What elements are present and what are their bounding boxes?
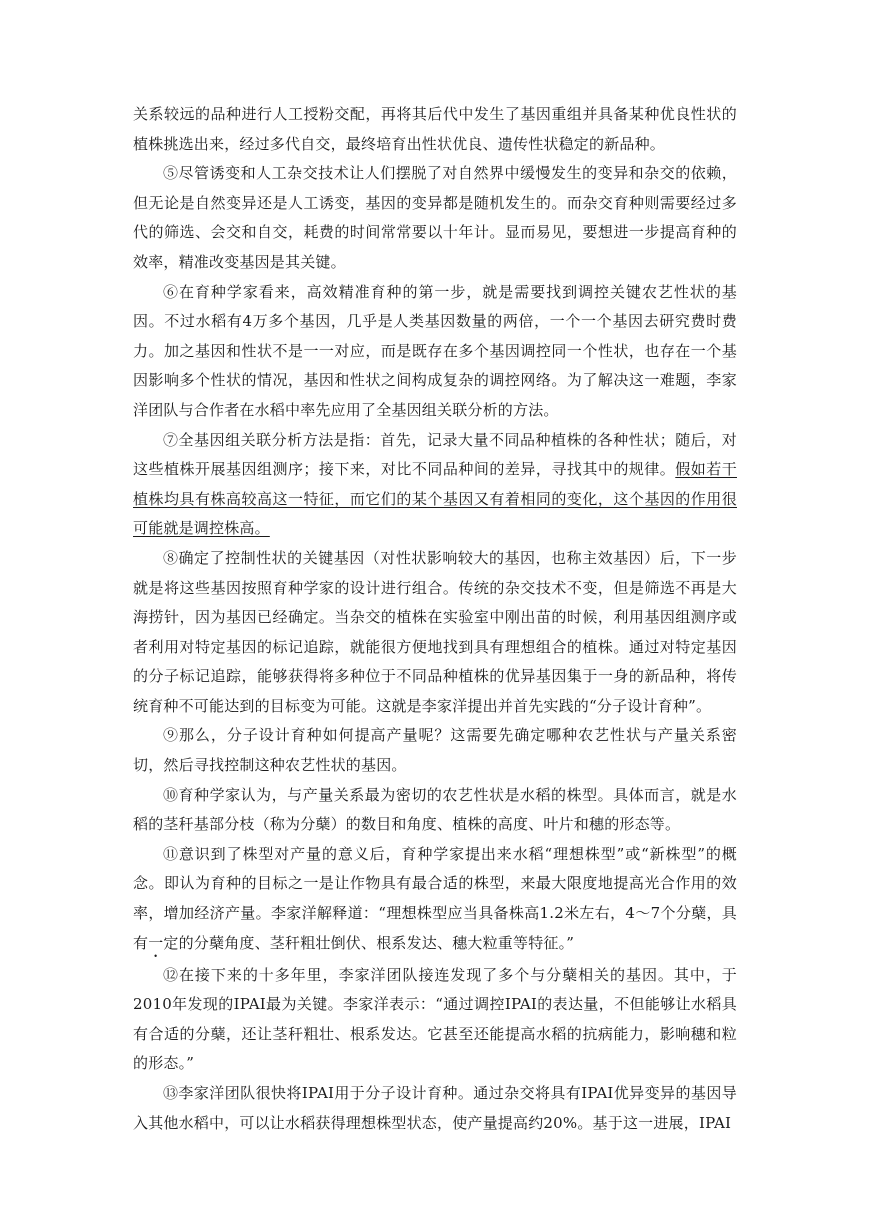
paragraph-12: ⑫在接下来的十多年里，李家洋团队接连发现了多个与分蘖相关的基因。其中，于2010年发现的IPAI最为关键。李家洋表示：“通过调控IPAI的表达量，不但能够让水稻具有合适的分蘖，还让茎秆粗壮、根系发达。它甚至还能提高水稻的抗病能力，影响穗和粒的形态。” [133,965,737,1073]
article-body [133,100,737,1138]
paragraph-7 [133,426,737,544]
paragraph-13: ⑬李家洋团队很快将IPAI用于分子设计育种。通过杂交将具有IPAI优异变异的基因导入其他水稻中，可以让水稻获得理想株型状态，使产量提高约20%。基于这一进展，IPAI [133,1084,737,1132]
paragraph-7-text: ⑦全基因组关联分析方法是指：首先，记录大量不同品种植株的各种性状；随后，对这些植株开展基因组测序；接下来，对比不同品种间的差异，寻找其中的规律。 [133,430,737,479]
paragraph-7-underlined-sentence: 假如若干植株均具有株高较高这一特征，而它们的某个基因又有着相同的变化，这个基因的作用很可能就是调控株高。 [133,460,737,538]
paragraph-10: ⑩育种学家认为，与产量关系最为密切的农艺性状是水稻的株型。具体而言，就是水稻的茎秆基部分枝（称为分蘖）的数目和角度、植株的高度、叶片和穗的形态等。 [133,785,737,834]
paragraph-11-text-a: ⑪意识到了株型对产量的意义后，育种学家提出来水稻“理想株型”或“新株型”的概念。即认为育种的目标之一是让作物具有最合适的株型，来最大限度地提高光合作用的效率，增加经济产量。李家洋解释道：“理想株型应当具备株高1.2米左右，4～7个分蘖，具有 [133,844,737,952]
paragraph-8: ⑧确定了控制性状的关键基因（对性状影响较大的基因，也称主效基因）后，下一步就是将这些基因按照育种学家的设计进行组合。传统的杂交技术不变，但是筛选不再是大海捞针，因为基因已经确定。当杂交的植株在实验室中刚出苗的时候，利用基因组测序或者利用对特定基因的标记追踪，就能很方便地找到具有理想组合的植株。通过对特定基因的分子标记追踪，能够获得将多种位于不同品种植株的优异基因集于一身的新品种，将传统育种不可能达到的目标变为可能。这就是李家洋提出并首先实践的“分子设计育种”。 [133,548,737,715]
paragraph-9: ⑨那么，分子设计育种如何提高产量呢？这需要先确定哪种农艺性状与产量关系密切，然后寻找控制这种农艺性状的基因。 [133,726,737,775]
paragraph-11 [133,840,737,961]
paragraph-11-text-b: 定的分蘖角度、茎秆粗壮倒伏、根系发达、穗大粒重等特征。” [163,933,575,952]
paragraph-5: ⑤尽管诱变和人工杂交技术让人们摆脱了对自然界中缓慢发生的变异和杂交的依赖，但无论是自然变异还是人工诱变，基因的变异都是随机发生的。而杂交育种则需要经过多代的筛选、会交和自交，耗费的时间常常要以十年计。显而易见，要想进一步提高育种的效率，精准改变基因是其关键。 [133,164,737,271]
paragraph-continuation: 关系较远的品种进行人工授粉交配，再将其后代中发生了基因重组并具备某种优良性状的植株挑选出来，经过多代自交，最终培育出性状优良、遗传性状稳定的新品种。 [133,105,737,153]
emphasis-dot-char: 一 [148,933,164,952]
paragraph-6: ⑥在育种学家看来，高效精准育种的第一步，就是需要找到调控关键农艺性状的基因。不过水稻有4万多个基因，几乎是人类基因数量的两倍，一个一个基因去研究费时费力。加之基因和性状不是一一对应，而是既存在多个基因调控同一个性状，也存在一个基因影响多个性状的情况，基因和性状之间构成复杂的调控网络。为了解决这一难题，李家洋团队与合作者在水稻中率先应用了全基因组关联分析的方法。 [133,282,737,419]
